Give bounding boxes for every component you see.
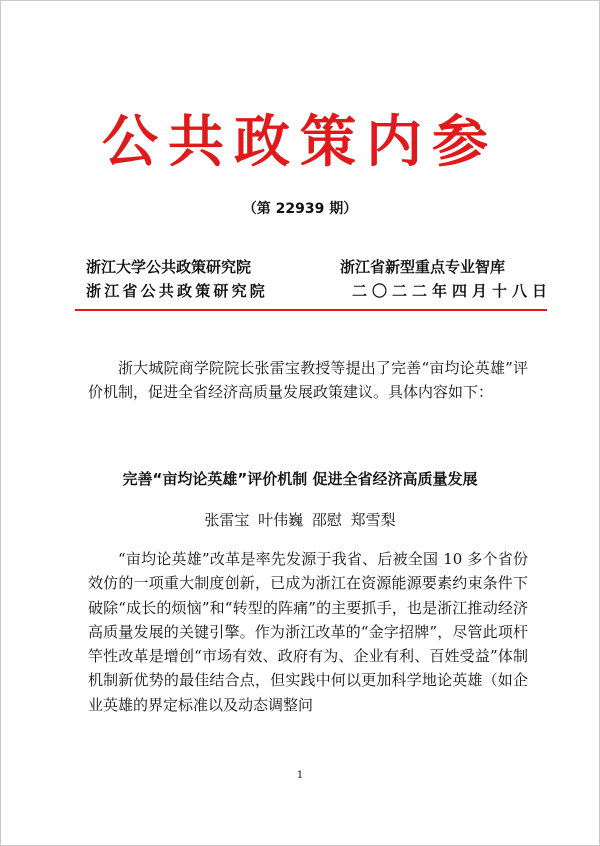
article-title: 完善“亩均论英雄”评价机制 促进全省经济高质量发展 [122, 470, 478, 488]
issue-number: （第 22939 期） [242, 201, 358, 217]
intro-paragraph: 浙大城院商学院院长张雷宝教授等提出了完善“亩均论英雄”评价机制，促进全省经济高质量发展政策建议。具体内容如下： [88, 359, 528, 401]
publication-date: 二〇二二年四月十八日 [352, 282, 553, 300]
header-divider [75, 309, 547, 311]
org-zju-policy-institute: 浙江大学公共政策研究院 [86, 258, 252, 276]
page-number: 1 [296, 770, 304, 781]
masthead-title: 公共政策内参 [102, 110, 498, 175]
org-think-tank: 浙江省新型重点专业智库 [340, 258, 506, 276]
article-authors: 张雷宝 叶伟巍 邵慰 郑雪梨 [204, 511, 396, 529]
org-zhejiang-policy-institute: 浙江省公共政策研究院 [86, 282, 269, 300]
body-paragraph: “亩均论英雄”改革是率先发源于我省、后被全国 10 多个省份效仿的一项重大制度创新，已成为浙江在资源能源要素约束条件下破除“成长的烦恼”和“转型的阵痛”的主要抓手，也是浙江推动经济高质量发展的关键引擎。作为浙江改革的“金字招牌”，尽管此项杆竿性改革是增创“市场有效、政府有为、企业有利、百姓受益”体制机制新优势的最佳结合点，但实践中何以更加科学地论英雄（如企业英雄的界定标准以及动态调整问 [88, 550, 528, 714]
